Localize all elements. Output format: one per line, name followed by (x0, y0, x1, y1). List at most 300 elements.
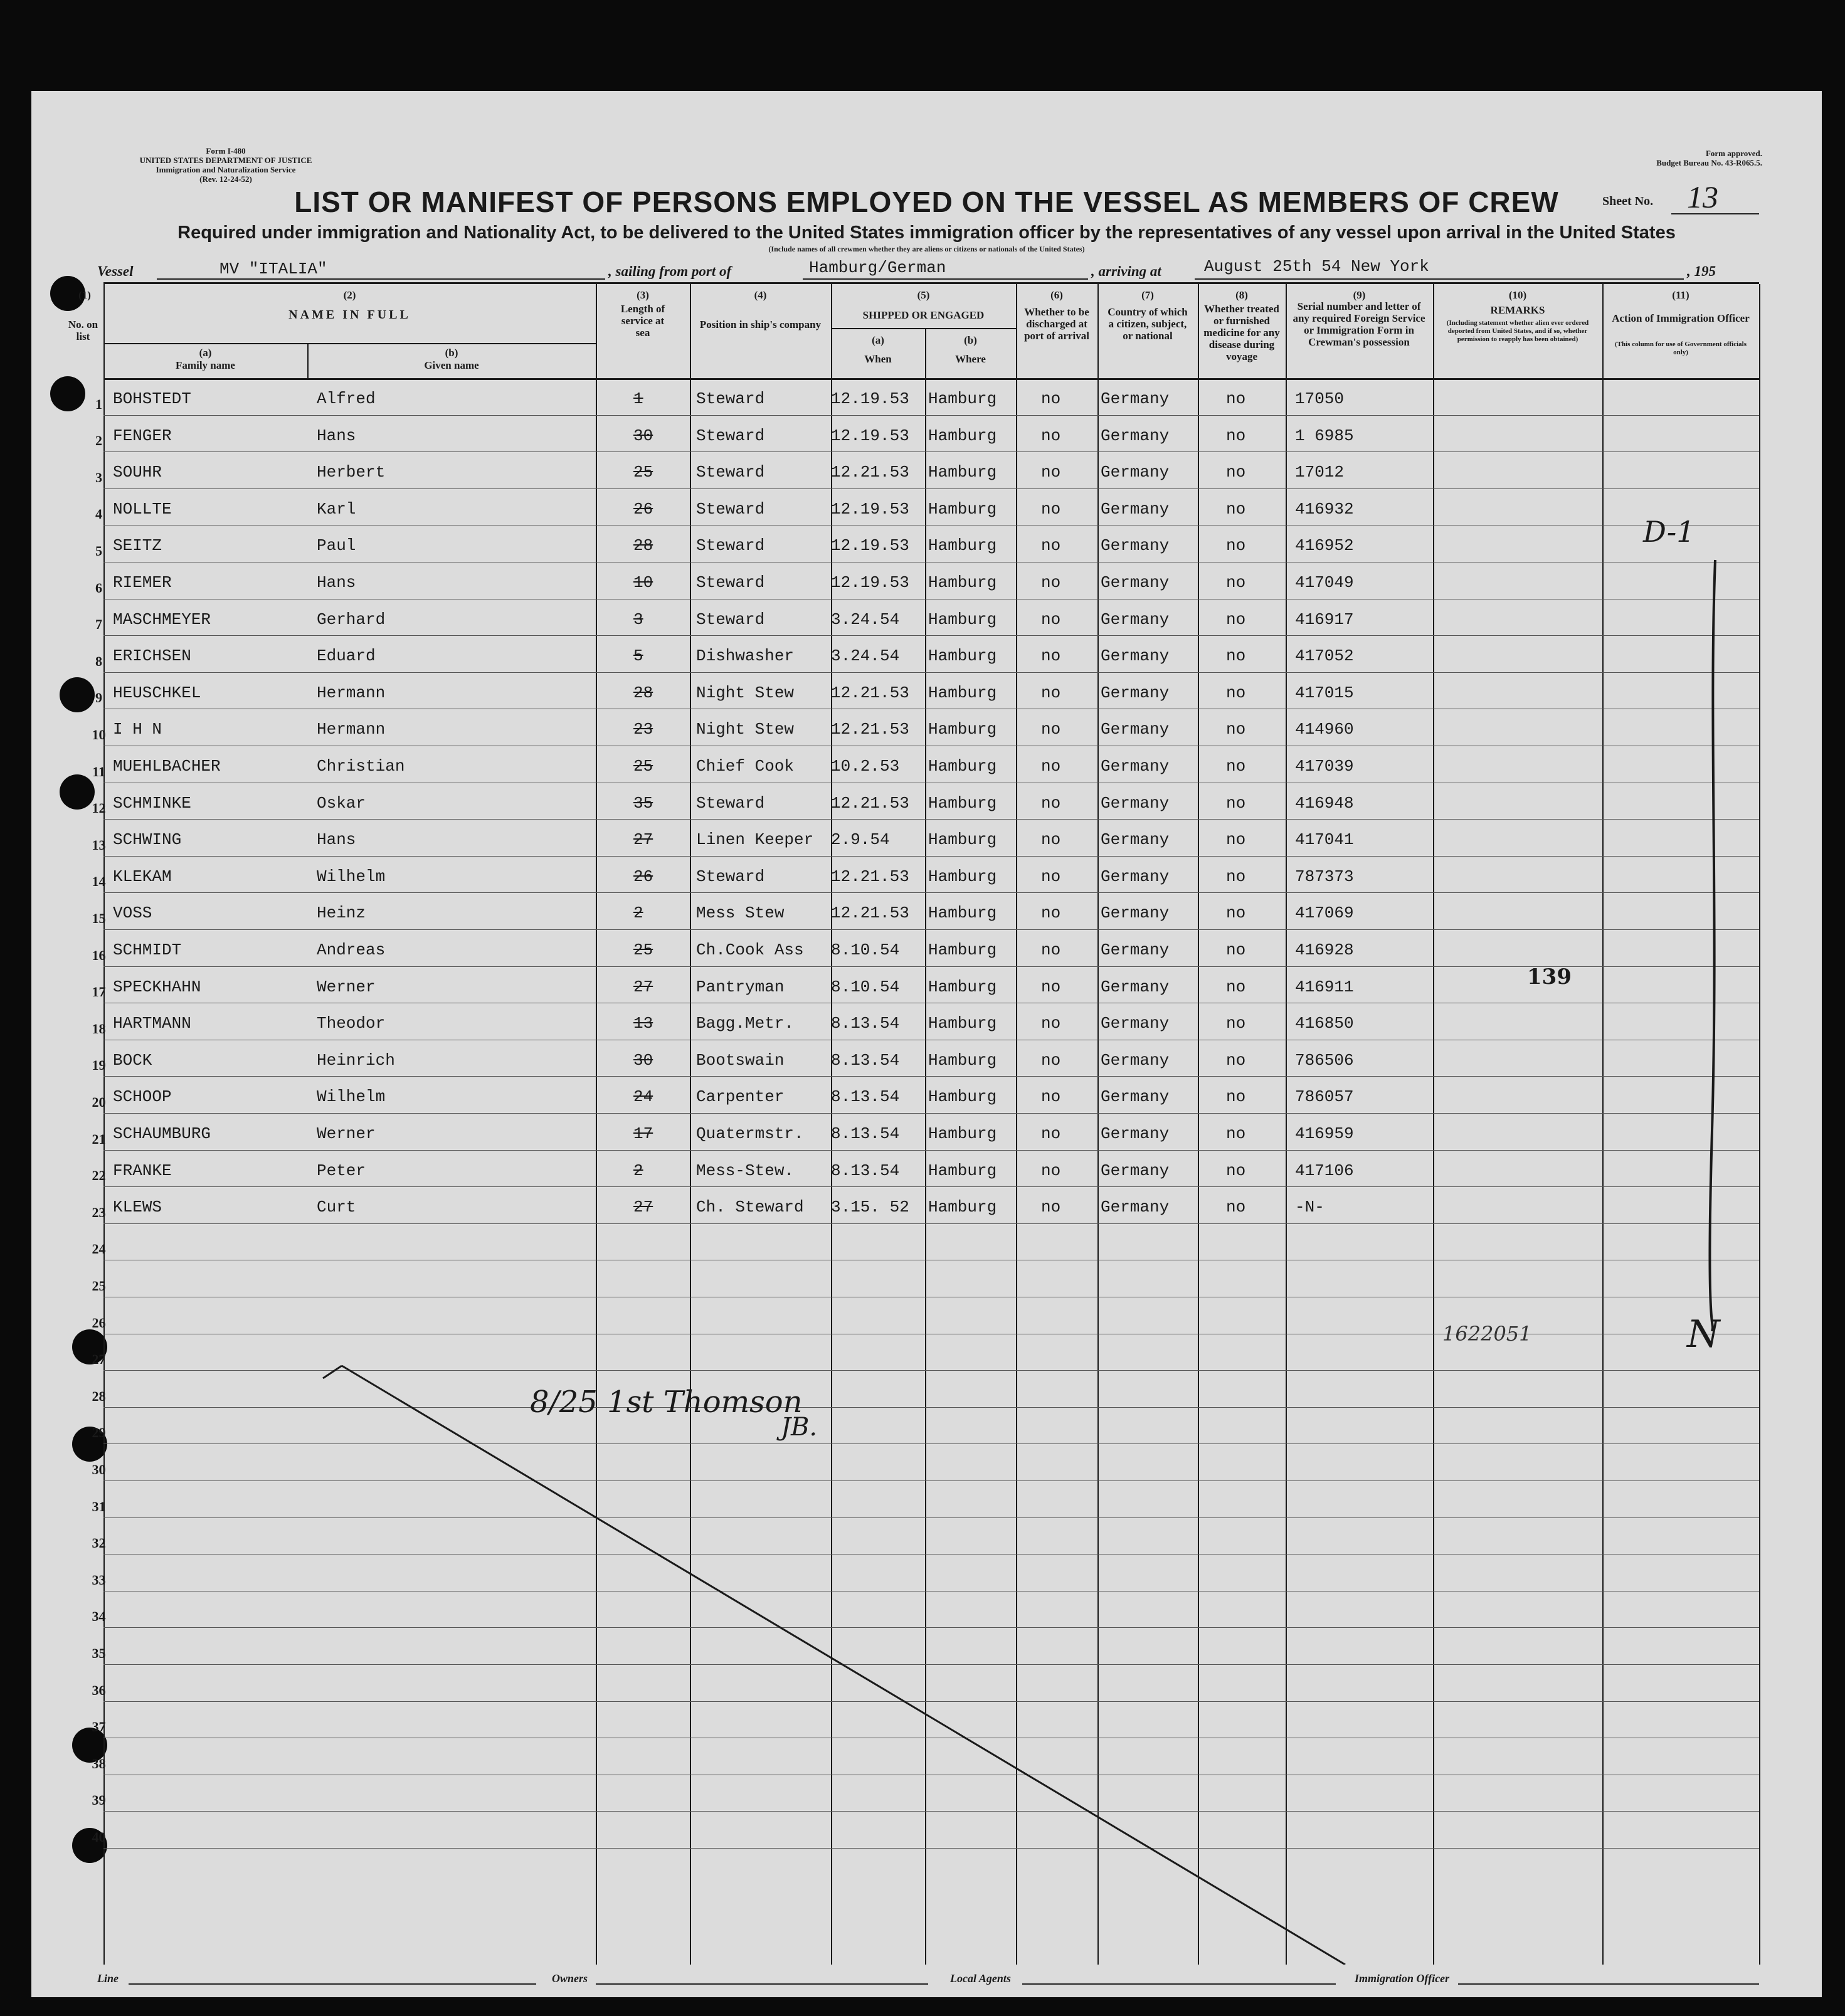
cell-country: Germany (1101, 499, 1170, 519)
row-number: 33 (92, 1571, 106, 1588)
cell-when: 8.13.54 (831, 1124, 900, 1143)
cell-when: 8.13.54 (831, 1014, 900, 1033)
remark-row23: 1622051 (1442, 1322, 1532, 1346)
cell-treated: no (1226, 1050, 1246, 1070)
c5-num: (5) (917, 289, 930, 301)
cell-serial: 417052 (1295, 646, 1354, 666)
cell-treated: no (1226, 720, 1246, 739)
c5a-num: (a) (872, 334, 884, 346)
row-number: 40 (92, 1829, 106, 1845)
c3-num: (3) (637, 289, 649, 301)
cell-given: Paul (317, 536, 356, 556)
cell-service: 17 (633, 1124, 653, 1143)
cell-family: BOHSTEDT (113, 389, 191, 408)
cell-discharged: no (1041, 867, 1061, 886)
cell-where: Hamburg (928, 904, 997, 923)
cell-country: Germany (1101, 1014, 1170, 1033)
cell-service: 24 (633, 1087, 653, 1107)
cell-family: SCHAUMBURG (113, 1124, 211, 1143)
revision: (Rev. 12-24-52) (199, 174, 252, 184)
cell-country: Germany (1101, 426, 1170, 445)
footer-underline (1022, 1983, 1336, 1985)
cell-given: Oskar (317, 793, 366, 813)
cell-serial: 416850 (1295, 1014, 1354, 1033)
cell-position: Steward (696, 499, 765, 519)
cell-when: 2.9.54 (831, 830, 890, 850)
cell-position: Mess-Stew. (696, 1161, 795, 1180)
row-number: 11 (92, 763, 105, 779)
cell-serial: 786506 (1295, 1050, 1354, 1070)
cell-family: SCHOOP (113, 1087, 172, 1107)
row-number: 23 (92, 1204, 106, 1220)
cell-position: Night Stew (696, 720, 795, 739)
cell-treated: no (1226, 610, 1246, 629)
cell-where: Hamburg (928, 867, 997, 886)
cell-given: Hermann (317, 683, 386, 702)
cell-given: Christian (317, 757, 405, 776)
cell-service: 13 (633, 1014, 653, 1033)
annotation-layer (103, 284, 1759, 1965)
cell-when: 8.13.54 (831, 1087, 900, 1107)
row-number: 5 (95, 543, 102, 559)
sheet-label: Sheet No. (1602, 194, 1654, 208)
cell-family: I H N (113, 720, 162, 739)
c2-header: NAME IN FULL (288, 308, 411, 322)
row-number: 12 (92, 800, 106, 816)
cell-where: Hamburg (928, 941, 997, 959)
cell-service: 25 (633, 757, 653, 776)
cell-serial: 416932 (1295, 499, 1354, 519)
row-number: 6 (95, 579, 102, 596)
cell-serial: 416917 (1295, 610, 1354, 629)
cell-country: Germany (1101, 1087, 1170, 1107)
cell-treated: no (1226, 1014, 1246, 1033)
cell-country: Germany (1101, 463, 1170, 482)
cell-family: SPECKHAHN (113, 977, 201, 996)
cell-discharged: no (1041, 1050, 1061, 1070)
cell-where: Hamburg (928, 573, 997, 592)
underline (803, 278, 1088, 280)
c11-num: (11) (1672, 289, 1689, 301)
cell-where: Hamburg (928, 389, 997, 408)
cell-when: 12.21.53 (831, 720, 909, 739)
cell-position: Pantryman (696, 977, 785, 996)
row-number: 18 (92, 1020, 106, 1037)
cell-treated: no (1226, 1198, 1246, 1217)
c9-header: Serial number and letter of any required Foreign Service or Immigration Form in Crewman's possession (1293, 300, 1425, 348)
page-title: LIST OR MANIFEST OF PERSONS EMPLOYED ON THE VESSEL AS MEMBERS OF CREW (294, 186, 1559, 218)
cell-position: Carpenter (696, 1087, 785, 1107)
cell-position: Night Stew (696, 683, 795, 702)
cell-service: 30 (633, 1050, 653, 1070)
footer-underline (129, 1983, 536, 1985)
cell-when: 12.19.53 (831, 536, 909, 556)
cell-position: Steward (696, 573, 765, 592)
c2a-header: Family name (176, 359, 235, 371)
cell-service: 27 (633, 1198, 653, 1217)
cell-serial: 417041 (1295, 830, 1354, 850)
c10-header: REMARKS (1490, 304, 1545, 316)
cell-family: HEUSCHKEL (113, 683, 201, 702)
cell-when: 8.13.54 (831, 1161, 900, 1180)
signature-initials: JB. (781, 1413, 818, 1442)
cell-given: Werner (317, 1124, 376, 1143)
cell-position: Steward (696, 463, 765, 482)
cell-given: Alfred (317, 389, 376, 408)
cell-where: Hamburg (928, 499, 997, 519)
c8-header: Whether treated or furnished medicine for any disease during voyage (1203, 303, 1280, 362)
cell-position: Bagg.Metr. (696, 1014, 795, 1033)
cell-serial: 17050 (1295, 389, 1345, 408)
cell-where: Hamburg (928, 1087, 997, 1107)
row-number: 17 (92, 984, 106, 1000)
remark-139: 139 (1527, 964, 1572, 990)
c2b-header: Given name (424, 359, 479, 371)
c6-header: Whether to be discharged at port of arrival (1024, 306, 1089, 342)
footer-underline (596, 1983, 928, 1985)
cell-family: KLEWS (113, 1198, 162, 1217)
cell-discharged: no (1041, 1161, 1061, 1180)
cell-discharged: no (1041, 536, 1061, 556)
budget-bureau: Budget Bureau No. 43-R065.5. (1656, 158, 1762, 167)
cell-position: Steward (696, 867, 765, 886)
row-number: 13 (92, 836, 106, 853)
cell-where: Hamburg (928, 610, 997, 629)
row-number: 29 (92, 1425, 106, 1441)
cell-when: 12.19.53 (831, 499, 909, 519)
cell-country: Germany (1101, 830, 1170, 850)
cell-position: Steward (696, 536, 765, 556)
cell-discharged: no (1041, 1198, 1061, 1217)
row-number: 39 (92, 1792, 106, 1808)
row-number: 28 (92, 1388, 106, 1404)
cell-family: MUEHLBACHER (113, 757, 221, 776)
strike-line (323, 1366, 342, 1378)
punch-hole (50, 376, 85, 411)
row-number: 16 (92, 947, 106, 963)
cell-position: Steward (696, 610, 765, 629)
row-number: 36 (92, 1682, 106, 1698)
sheet-number: 13 (1687, 179, 1718, 214)
c3-header: Length of service at sea (620, 303, 665, 339)
cell-service: 28 (633, 536, 653, 556)
cell-family: NOLLTE (113, 499, 172, 519)
c5b-header: Where (955, 353, 986, 365)
arriving-label: , arriving at (1091, 263, 1161, 279)
manifest-sheet (31, 91, 1822, 1997)
cell-when: 12.21.53 (831, 683, 909, 702)
cell-given: Karl (317, 499, 356, 519)
cell-given: Curt (317, 1198, 356, 1217)
cell-where: Hamburg (928, 426, 997, 445)
cell-country: Germany (1101, 646, 1170, 666)
cell-serial: 417069 (1295, 904, 1354, 923)
c11-note: (This column for use of Government officials only) (1614, 340, 1747, 356)
d1-mark: D-1 (1643, 515, 1695, 549)
cell-family: SOUHR (113, 463, 162, 482)
n-mark: N (1687, 1312, 1720, 1356)
cell-family: SCHMINKE (113, 793, 191, 813)
cell-family: MASCHMEYER (113, 610, 211, 629)
cell-serial: 416959 (1295, 1124, 1354, 1143)
cell-position: Mess Stew (696, 904, 785, 923)
cell-service: 28 (633, 683, 653, 702)
row-number: 37 (92, 1719, 106, 1735)
row-number: 24 (92, 1241, 106, 1257)
cell-family: SEITZ (113, 536, 162, 556)
row-number: 35 (92, 1645, 106, 1661)
cell-country: Germany (1101, 867, 1170, 886)
form-block (94, 146, 357, 184)
cell-serial: 787373 (1295, 867, 1354, 886)
row-number: 14 (92, 873, 106, 890)
cell-when: 12.21.53 (831, 904, 909, 923)
c11-header: Action of Immigration Officer (1612, 312, 1750, 324)
cell-where: Hamburg (928, 463, 997, 482)
cell-given: Andreas (317, 941, 386, 959)
cell-discharged: no (1041, 977, 1061, 996)
row-number: 8 (95, 653, 102, 669)
cell-service: 2 (633, 904, 643, 923)
cell-where: Hamburg (928, 830, 997, 850)
service: Immigration and Naturalization Service (156, 165, 296, 174)
cell-treated: no (1226, 646, 1246, 666)
footer-owners: Owners (552, 1972, 588, 1985)
cell-country: Germany (1101, 573, 1170, 592)
cell-given: Hans (317, 426, 356, 445)
cell-position: Ch. Steward (696, 1198, 804, 1217)
cell-where: Hamburg (928, 646, 997, 666)
c7-num: (7) (1141, 289, 1154, 301)
cell-discharged: no (1041, 426, 1061, 445)
cell-serial: 1 6985 (1295, 426, 1354, 445)
cell-treated: no (1226, 426, 1246, 445)
cell-family: SCHMIDT (113, 941, 182, 959)
cell-treated: no (1226, 683, 1246, 702)
cell-serial: 417039 (1295, 757, 1354, 776)
underline (1195, 278, 1684, 280)
cell-discharged: no (1041, 573, 1061, 592)
cell-serial: 417106 (1295, 1161, 1354, 1180)
cell-given: Gerhard (317, 610, 386, 629)
cell-when: 8.10.54 (831, 941, 900, 959)
cell-position: Steward (696, 389, 765, 408)
cell-treated: no (1226, 1124, 1246, 1143)
cell-family: FENGER (113, 426, 172, 445)
cell-discharged: no (1041, 1087, 1061, 1107)
arrival-info: August 25th 54 New York (1204, 257, 1429, 276)
c9-num: (9) (1353, 289, 1366, 301)
cell-position: Linen Keeper (696, 830, 814, 850)
cell-where: Hamburg (928, 1198, 997, 1217)
cell-when: 8.10.54 (831, 977, 900, 996)
cell-when: 3.24.54 (831, 610, 900, 629)
row-number: 20 (92, 1094, 106, 1110)
cell-where: Hamburg (928, 1050, 997, 1070)
c8-num: (8) (1235, 289, 1248, 301)
cell-family: VOSS (113, 904, 152, 923)
cell-discharged: no (1041, 793, 1061, 813)
cell-treated: no (1226, 941, 1246, 959)
row-number: 19 (92, 1057, 106, 1074)
cell-family: FRANKE (113, 1161, 172, 1180)
cell-where: Hamburg (928, 720, 997, 739)
row-number: 21 (92, 1131, 106, 1147)
cell-service: 25 (633, 463, 653, 482)
cell-treated: no (1226, 389, 1246, 408)
cell-when: 8.13.54 (831, 1050, 900, 1070)
cell-discharged: no (1041, 757, 1061, 776)
row-number: 2 (95, 433, 102, 449)
cell-when: 12.19.53 (831, 573, 909, 592)
cell-service: 10 (633, 573, 653, 592)
cell-position: Quatermstr. (696, 1124, 804, 1143)
cell-given: Eduard (317, 646, 376, 666)
cell-serial: 786057 (1295, 1087, 1354, 1107)
c2b-num: (b) (445, 347, 458, 359)
row-number: 31 (92, 1498, 106, 1514)
cell-given: Wilhelm (317, 1087, 386, 1107)
cell-where: Hamburg (928, 1161, 997, 1180)
cell-when: 3.24.54 (831, 646, 900, 666)
cell-country: Germany (1101, 720, 1170, 739)
cell-where: Hamburg (928, 793, 997, 813)
c4-num: (4) (754, 289, 767, 301)
cell-where: Hamburg (928, 1014, 997, 1033)
cell-service: 27 (633, 977, 653, 996)
cell-discharged: no (1041, 646, 1061, 666)
cell-service: 2 (633, 1161, 643, 1180)
cell-country: Germany (1101, 389, 1170, 408)
cell-discharged: no (1041, 1014, 1061, 1033)
cell-country: Germany (1101, 610, 1170, 629)
cell-treated: no (1226, 1161, 1246, 1180)
row-number: 4 (95, 506, 102, 522)
cell-country: Germany (1101, 1161, 1170, 1180)
row-number: 9 (95, 690, 102, 706)
cell-country: Germany (1101, 683, 1170, 702)
c2a-num: (a) (199, 347, 212, 359)
c4-header: Position in ship's company (699, 319, 822, 330)
cell-when: 3.15. 52 (831, 1198, 909, 1217)
cell-given: Hans (317, 573, 356, 592)
cell-service: 30 (633, 426, 653, 445)
vessel-name: MV "ITALIA" (219, 260, 327, 278)
cell-treated: no (1226, 867, 1246, 886)
cell-service: 1 (633, 389, 643, 408)
cell-serial: 416911 (1295, 977, 1354, 996)
ditto-line (1710, 560, 1715, 1331)
strike-line (342, 1366, 1345, 1965)
cell-country: Germany (1101, 793, 1170, 813)
cell-where: Hamburg (928, 683, 997, 702)
c7-header: Country of which a citizen, subject, or national (1108, 306, 1188, 342)
cell-family: RIEMER (113, 573, 172, 592)
cell-serial: 414960 (1295, 720, 1354, 739)
cell-when: 12.19.53 (831, 389, 909, 408)
cell-treated: no (1226, 830, 1246, 850)
cell-service: 26 (633, 867, 653, 886)
department: UNITED STATES DEPARTMENT OF JUSTICE (139, 156, 312, 165)
cell-discharged: no (1041, 904, 1061, 923)
form-approved: Form approved. (1705, 149, 1762, 158)
cell-when: 12.19.53 (831, 426, 909, 445)
c6-num: (6) (1050, 289, 1063, 301)
cell-discharged: no (1041, 499, 1061, 519)
c5a-header: When (864, 353, 892, 365)
footer-agents: Local Agents (950, 1972, 1011, 1985)
cell-service: 23 (633, 720, 653, 739)
cell-given: Wilhelm (317, 867, 386, 886)
footer-line: Line (97, 1972, 119, 1985)
cell-discharged: no (1041, 941, 1061, 959)
cell-serial: 417015 (1295, 683, 1354, 702)
cell-when: 12.21.53 (831, 463, 909, 482)
c10-note: (Including statement whether alien ever ordered deported from United States, and if so, whether permission to reapply has been obtained) (1446, 319, 1589, 343)
row-number: 22 (92, 1168, 106, 1184)
col-line (1759, 284, 1760, 1965)
cell-where: Hamburg (928, 977, 997, 996)
cell-discharged: no (1041, 683, 1061, 702)
cell-treated: no (1226, 793, 1246, 813)
cell-family: HARTMANN (113, 1014, 191, 1033)
row-number: 34 (92, 1608, 106, 1625)
cell-country: Germany (1101, 941, 1170, 959)
cell-discharged: no (1041, 720, 1061, 739)
cell-treated: no (1226, 536, 1246, 556)
cell-treated: no (1226, 757, 1246, 776)
vessel-label: Vessel (97, 263, 134, 279)
c1-header: No. on list (68, 319, 98, 342)
cell-when: 10.2.53 (831, 757, 900, 776)
row-number: 26 (92, 1314, 106, 1331)
signature: 8/25 1st Thomson (530, 1385, 803, 1420)
cell-family: ERICHSEN (113, 646, 191, 666)
cell-treated: no (1226, 1087, 1246, 1107)
row-number: 15 (92, 910, 106, 926)
cell-discharged: no (1041, 1124, 1061, 1143)
c5b-num: (b) (964, 334, 977, 346)
cell-position: Steward (696, 793, 765, 813)
sailing-port: Hamburg/German (809, 258, 946, 277)
cell-serial: 417049 (1295, 573, 1354, 592)
crew-table (68, 282, 1759, 1965)
cell-given: Peter (317, 1161, 366, 1180)
cell-given: Werner (317, 977, 376, 996)
cell-service: 27 (633, 830, 653, 850)
cell-family: BOCK (113, 1050, 152, 1070)
row-number: 27 (92, 1351, 106, 1368)
cell-discharged: no (1041, 389, 1061, 408)
cell-service: 3 (633, 610, 643, 629)
cell-discharged: no (1041, 463, 1061, 482)
cell-position: Dishwasher (696, 646, 795, 666)
cell-service: 26 (633, 499, 653, 519)
row-number: 30 (92, 1462, 106, 1477)
c5-header: SHIPPED OR ENGAGED (862, 309, 985, 321)
cell-country: Germany (1101, 536, 1170, 556)
cell-position: Ch.Cook Ass (696, 941, 804, 959)
cell-serial: 416928 (1295, 941, 1354, 959)
footer-underline (1458, 1983, 1759, 1985)
cell-country: Germany (1101, 1050, 1170, 1070)
cell-given: Hans (317, 830, 356, 850)
row-number: 10 (92, 727, 106, 742)
row-number: 38 (92, 1755, 106, 1771)
cell-family: KLEKAM (113, 867, 172, 886)
row-number: 3 (95, 469, 102, 485)
cell-treated: no (1226, 977, 1246, 996)
